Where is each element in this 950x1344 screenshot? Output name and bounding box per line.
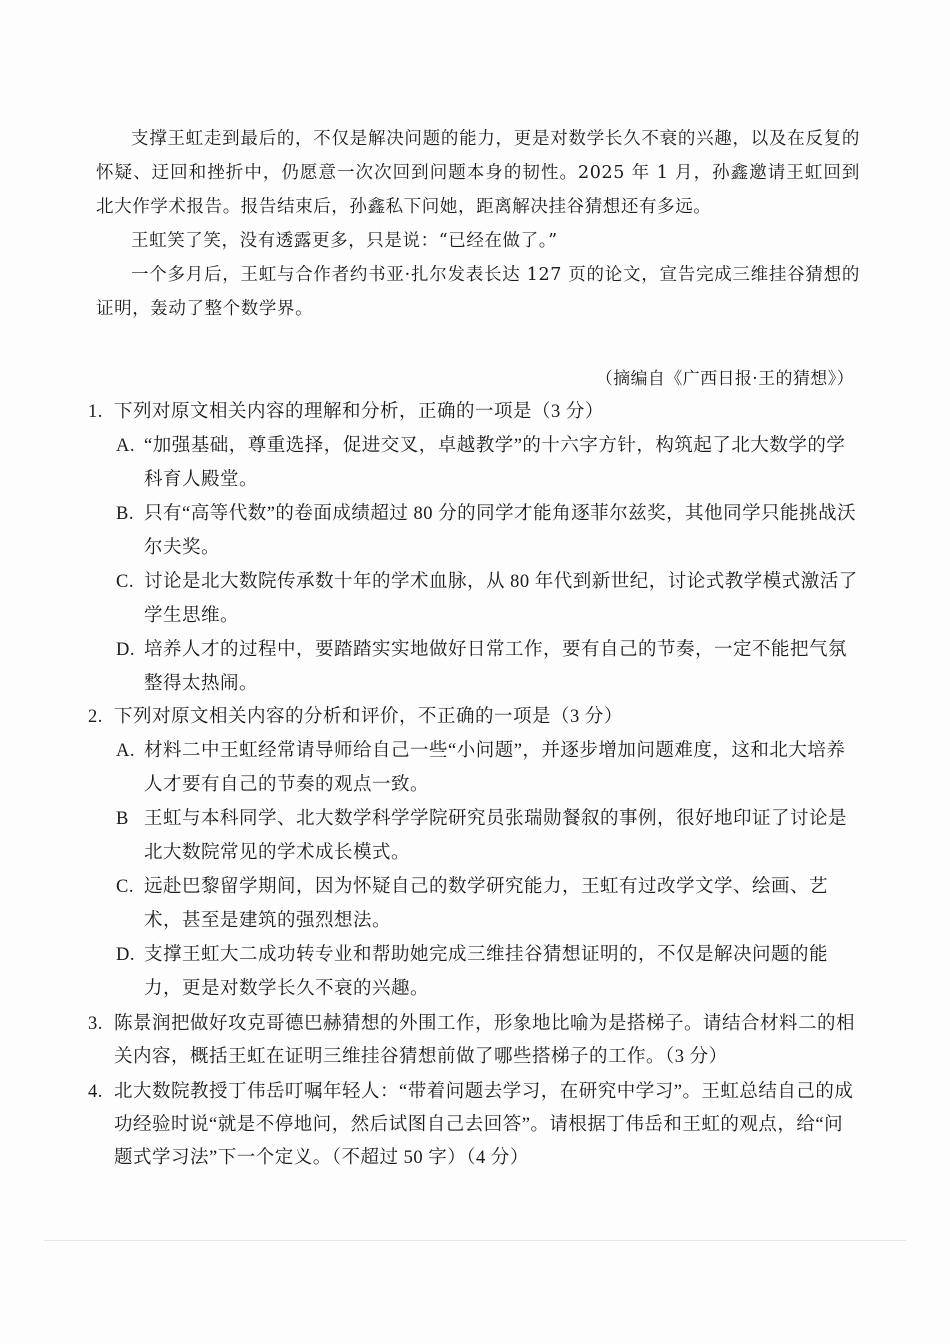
option-text: 培养人才的过程中，要踏踏实实地做好日常工作，要有自己的节奏，一定不能把气氛整得太热闹。: [144, 640, 848, 694]
question-4: [88, 1076, 858, 1175]
passage-paragraph: 一个多月后，王虹与合作者约书亚·扎尔发表长达 127 页的论文，宣告完成三维挂谷猜想的证明，轰动了整个数学界。: [96, 265, 860, 319]
option-letter: B: [116, 809, 129, 829]
option-a: [116, 734, 858, 802]
option-d: [116, 633, 858, 701]
question-stem: 下列对原文相关内容的分析和评价，不正确的一项是（3 分）: [114, 707, 623, 727]
option-text: 王虹与本科同学、北大数学科学学院研究员张瑞勋餐叙的事例，很好地印证了讨论是北大数院常见的学术成长模式。: [144, 809, 848, 863]
option-text: 材料二中王虹经常请导师给自己一些“小问题”，并逐步增加问题难度，这和北大培养人才要有自己的节奏的观点一致。: [144, 741, 846, 795]
option-a: [116, 429, 858, 497]
question-number: 1.: [88, 402, 103, 422]
question-stem: 下列对原文相关内容的理解和分析，正确的一项是（3 分）: [114, 402, 604, 422]
question-number: 2.: [88, 707, 103, 727]
option-letter: A.: [116, 741, 135, 761]
reading-passage: [96, 122, 860, 326]
option-letter: D.: [116, 640, 135, 660]
option-list: [116, 429, 858, 701]
question-stem: 北大数院教授丁伟岳叮嘱年轻人：“带着问题去学习，在研究中学习”。王虹总结自己的成功经验时说“就是不停地问，然后试图自己去回答”。请根据丁伟岳和王虹的观点，给“问题式学习法”下一个定义。（不超过 50 字）（4 分）: [114, 1082, 854, 1168]
page-bottom-divider: [44, 1240, 906, 1241]
option-b: [116, 802, 858, 870]
option-letter: C.: [116, 877, 134, 897]
option-text: 讨论是北大数院传承数十年的学术血脉，从 80 年代到新世纪，讨论式教学模式激活了学生思维。: [144, 572, 858, 626]
option-letter: B.: [116, 504, 134, 524]
question-stem: 陈景润把做好攻克哥德巴赫猜想的外围工作，形象地比喻为是搭梯子。请结合材料二的相关内容，概括王虹在证明三维挂谷猜想前做了哪些搭梯子的工作。（3 分）: [114, 1014, 856, 1067]
option-b: [116, 497, 858, 565]
option-list: [116, 734, 858, 1006]
question-number: 3.: [88, 1014, 103, 1034]
option-letter: D.: [116, 945, 135, 965]
passage-paragraph: 王虹笑了笑，没有透露更多，只是说：“已经在做了。”: [131, 231, 558, 251]
passage-paragraph: 支撑王虹走到最后的，不仅是解决问题的能力，更是对数学长久不衰的兴趣，以及在反复的怀疑、迂回和挫折中，仍愿意一次次回到问题本身的韧性。2025 年 1 月，孙鑫邀请王虹回到北大作学术报告。报告结束后，孙鑫私下问她，距离解决挂谷猜想还有多远。: [96, 129, 860, 217]
question-list: [88, 396, 858, 1175]
option-c: [116, 565, 858, 633]
option-text: 只有“高等代数”的卷面成绩超过 80 分的同学才能角逐菲尔兹奖，其他同学只能挑战沃尔夫奖。: [144, 504, 857, 558]
option-letter: A.: [116, 436, 135, 456]
question-1: [88, 396, 858, 701]
option-text: 远赴巴黎留学期间，因为怀疑自己的数学研究能力，王虹有过改学文学、绘画、艺术，甚至是建筑的强烈想法。: [144, 877, 829, 931]
question-2: [88, 701, 858, 1006]
question-number: 4.: [88, 1082, 103, 1102]
option-c: [116, 870, 858, 938]
option-letter: C.: [116, 572, 134, 592]
option-text: “加强基础，尊重选择，促进交叉，卓越教学”的十六字方针，构筑起了北大数学的学科育人殿堂。: [144, 436, 846, 490]
passage-source: （摘编自《广西日报·王的猜想》）: [595, 369, 854, 389]
option-d: [116, 938, 858, 1006]
option-text: 支撑王虹大二成功转专业和帮助她完成三维挂谷猜想证明的，不仅是解决问题的能力，更是对数学长久不衰的兴趣。: [144, 945, 829, 999]
question-3: [88, 1008, 858, 1074]
